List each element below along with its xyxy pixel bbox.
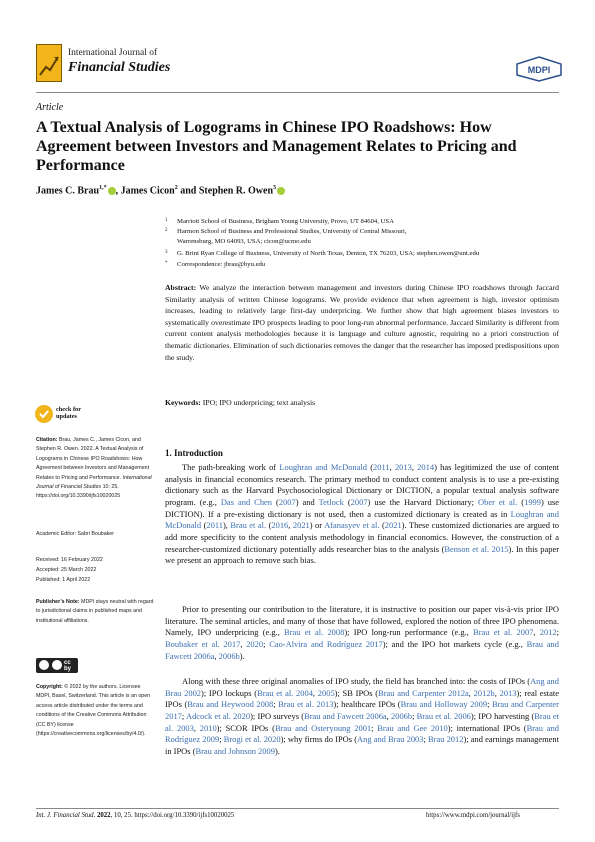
reference-link[interactable]: 2013 [499, 687, 517, 698]
mdpi-logo [515, 56, 563, 82]
orcid-icon[interactable] [277, 187, 285, 195]
accepted-date: Accepted: 25 March 2022 [36, 567, 97, 573]
reference-link[interactable]: 2010 [199, 722, 217, 733]
reference-link[interactable]: 2020 [246, 638, 264, 649]
cc-by-license-icon[interactable]: cc by [36, 658, 78, 673]
reference-link[interactable]: Boubaker et al. 2017 [165, 638, 241, 649]
reference-link[interactable]: Brau and Fawcett 2006a [165, 638, 559, 661]
reference-link[interactable]: Brau et al. 2008 [284, 627, 345, 638]
header-divider [36, 92, 559, 93]
author-list [36, 185, 285, 196]
author-3[interactable]: and Stephen R. Owen [177, 185, 274, 197]
reference-link[interactable]: Benson et al. 2015 [444, 543, 509, 554]
reference-link[interactable]: 2016 [271, 520, 289, 531]
reference-link[interactable]: Loughran and McDonald [279, 462, 367, 472]
reference-link[interactable]: Brogi et al. 2020 [223, 734, 281, 745]
orcid-icon[interactable] [108, 187, 116, 195]
author-3-sup: 3 [273, 185, 277, 191]
intro-paragraph-3: Along with these three original anomalies of IPO study, the field has branched into: the costs of IPOs (Ang and Brau 2002); IPO lockups (Brau et al. 2004, 2005); SB IPOs (Brau and Carpenter 2012a, 2012b, 2013); real estate IPOs (Brau and Heywood 2008; Brau et al. 2013); healthcare IPOs (Brau and Holloway 2009; Brau and Carpenter 2017; Adcock et al. 2020); IPO surveys (Brau and Fawcett 2006a, 2006b; Brau et al. 2006); IPO harvesting (Brau et al. 2003, 2010); SCOR IPOs (Brau and Osteryoung 2001; Brau and Gee 2010); international IPOs (Brau and Rodríguez 2009; Brogi et al. 2020); why firms do IPOs (Ang and Brau 2003; Brau 2012); and earnings management in IPOs (Brau and Johnson 2009). [165, 676, 559, 756]
keywords-label: Keywords: [165, 398, 201, 407]
reference-link[interactable]: Ang and Brau 2003 [357, 734, 424, 745]
reference-link[interactable]: Brau and Osteryoung 2001 [274, 722, 372, 733]
keywords-text: IPO; IPO underpricing; text analysis [202, 398, 316, 407]
reference-link[interactable]: 2013 [394, 462, 412, 472]
reference-link[interactable]: Brau and Fawcett 2006a [304, 710, 387, 721]
svg-text:MDPI: MDPI [527, 65, 551, 75]
reference-link[interactable]: Brau and Johnson 2009 [195, 745, 275, 756]
reference-link[interactable]: Brau et al. 2004 [257, 687, 313, 698]
footer-citation: Int. J. Financial Stud. 2022, 10, 25. https://doi.org/10.3390/ijfs10020025 [36, 812, 235, 819]
article-title: A Textual Analysis of Logograms in Chinese IPO Roadshows: How Agreement between Investors and Management Relates to Pricing and Performance [36, 119, 517, 174]
check-for-updates-icon[interactable] [35, 405, 53, 423]
reference-link[interactable]: 1999 [524, 496, 541, 507]
reference-link[interactable]: Brau et al. 2006 [416, 710, 471, 721]
reference-link[interactable]: Brau et al. [230, 520, 267, 531]
footer-divider [36, 808, 559, 809]
keywords [165, 398, 559, 407]
reference-link[interactable]: 2012b [473, 687, 495, 698]
author-1-sup: 1,* [99, 185, 107, 191]
reference-link[interactable]: Brau and Heywood 2008 [187, 699, 274, 710]
reference-link[interactable]: Adcock et al. 2020 [185, 710, 251, 721]
article-type: Article [36, 102, 64, 113]
reference-link[interactable]: Brau and Carpenter 2012a [378, 687, 469, 698]
journal-name-line2: Financial Studies [68, 60, 171, 75]
journal-logo [36, 44, 62, 82]
abstract-label: Abstract: [165, 283, 197, 292]
reference-link[interactable]: Brau and Holloway 2009 [400, 699, 488, 710]
reference-link[interactable]: 2005 [317, 687, 335, 698]
reference-link[interactable]: Brau and Gee 2010 [377, 722, 448, 733]
reference-link[interactable]: Ober et al. [478, 496, 518, 507]
abstract [165, 282, 559, 363]
reference-link[interactable]: Ang and Brau 2002 [165, 676, 559, 698]
publisher-note: Publisher’s Note: MDPI stays neutral with regard to jurisdictional claims in published maps and institutional affiliations. [36, 599, 154, 624]
reference-link[interactable]: Brau et al. 2013 [278, 699, 334, 710]
reference-link[interactable]: Brau and Rodríguez 2009 [165, 722, 559, 745]
reference-link[interactable]: Brau 2012 [428, 734, 464, 745]
reference-link[interactable]: Afanasyev et al. [324, 520, 380, 531]
reference-link[interactable]: Das and Chen [220, 496, 272, 507]
reference-link[interactable]: 2011 [373, 462, 390, 472]
received-date: Received: 16 February 2022 [36, 557, 103, 563]
journal-name-line1: International Journal of [68, 48, 158, 58]
reference-link[interactable]: 2011 [206, 520, 223, 531]
reference-link[interactable]: Tetlock [318, 496, 344, 507]
reference-link[interactable]: Brau et al. 2007 [473, 627, 534, 638]
author-2-sup: 2 [174, 185, 178, 191]
footer-journal-url[interactable]: https://www.mdpi.com/journal/ijfs [426, 812, 520, 819]
published-date: Published: 1 April 2022 [36, 577, 91, 583]
author-1[interactable]: James C. Brau [36, 185, 100, 197]
reference-link[interactable]: Cao-Alvira and Rodríguez 2017 [269, 638, 383, 649]
reference-link[interactable]: Brau and Carpenter 2017 [165, 699, 559, 721]
check-for-updates[interactable]: check for updates [56, 406, 82, 421]
reference-link[interactable]: 2007 [350, 496, 368, 507]
reference-link[interactable]: Loughran and McDonald [165, 508, 559, 531]
reference-link[interactable]: 2012 [539, 627, 557, 638]
reference-link[interactable]: 2007 [278, 496, 296, 507]
academic-editor: Academic Editor: Sabri Boubaker [36, 531, 115, 537]
section-heading: 1. Introduction [165, 448, 223, 458]
reference-link[interactable]: 2006b [391, 710, 413, 721]
abstract-text: We analyze the interaction between management and investors during Chinese IPO roadshows through Jaccard Similarity analysis of written Chinese logograms. We provide evidence that when agreement is high, investor optimism increases, leading to relatively large first-day underpricing. We further show that high agreement biases investors to systematically overestimate IPO prospects leading to poor long-run abnormal performance. Jaccard Similarity is different from current content analysis methodologies because it is language and culture agnostic, requiring no a priori construction of thematic dictionaries. Elimination of such dictionaries removes the danger that the researcher has imposed predispositions upon the study. [165, 283, 559, 362]
reference-link[interactable]: Brau et al. 2003 [165, 710, 559, 733]
intro-paragraph-2: Prior to presenting our contribution to the literature, it is instructive to position our paper vis-à-vis prior IPO literature. The seminal articles, and many of those that have followed, explored the notion of three IPO phenomena. Namely, IPO underpricing (e.g., Brau et al. 2008); IPO long-run performance (e.g., Brau et al. 2007, 2012; Boubaker et al. 2017, 2020; Cao-Alvira and Rodríguez 2017); and the IPO hot markets cycle (e.g., Brau and Fawcett 2006a, 2006b). [165, 604, 559, 661]
reference-link[interactable]: 2021 [292, 520, 310, 531]
copyright-notice: Copyright: © 2022 by the authors. Licensee MDPI, Basel, Switzerland. This article is an open access article distributed under the terms and conditions of the Creative Commons Attribution (CC BY) license (https://creativecommons.org/licenses/by/4.0/). [36, 684, 151, 738]
reference-link[interactable]: 2006b [218, 650, 240, 661]
intro-paragraph-1: The path-breaking work of Loughran and McDonald (2011, 2013, 2014) has legitimized the use of content analysis in financial economics research. The primary method to conduct content analysis is to use a pre-existing dictionary such as the Harvard Psychosociological Dictionary or DICTION, a popular textual analysis software program. (e.g., Das and Chen (2007) and Tetlock (2007) use the Harvard Dictionary; Ober et al. (1999) use DICTION). If a pre-existing dictionary is not used, then a customized dictionary is created as in Loughran and McDonald (2011), Brau et al. (2016, 2021) or Afanasyev et al. (2021). These customized dictionaries are argued to add more specificity to the content analysis methodology in financial economics. However, the construction of a researcher-customized dictionary potentially adds researcher bias to the analysis (Benson et al. 2015). In this paper we present an approach to remove such bias. [165, 462, 560, 566]
citation-block: Citation: Brau, James C., James Cicon, and Stephen R. Owen. 2022. A Textual Analysis of Logograms in Chinese IPO Roadshows: How Agreement between Investors and Management Relates to Pricing and Performance. International Journal of Financial Studies 10: 25. https://doi.org/10.3390/ijfs10020025 [36, 437, 152, 500]
reference-link[interactable]: 2014 [417, 462, 435, 472]
author-2[interactable]: , James Cicon [115, 185, 175, 197]
reference-link[interactable]: 2021 [384, 520, 402, 531]
